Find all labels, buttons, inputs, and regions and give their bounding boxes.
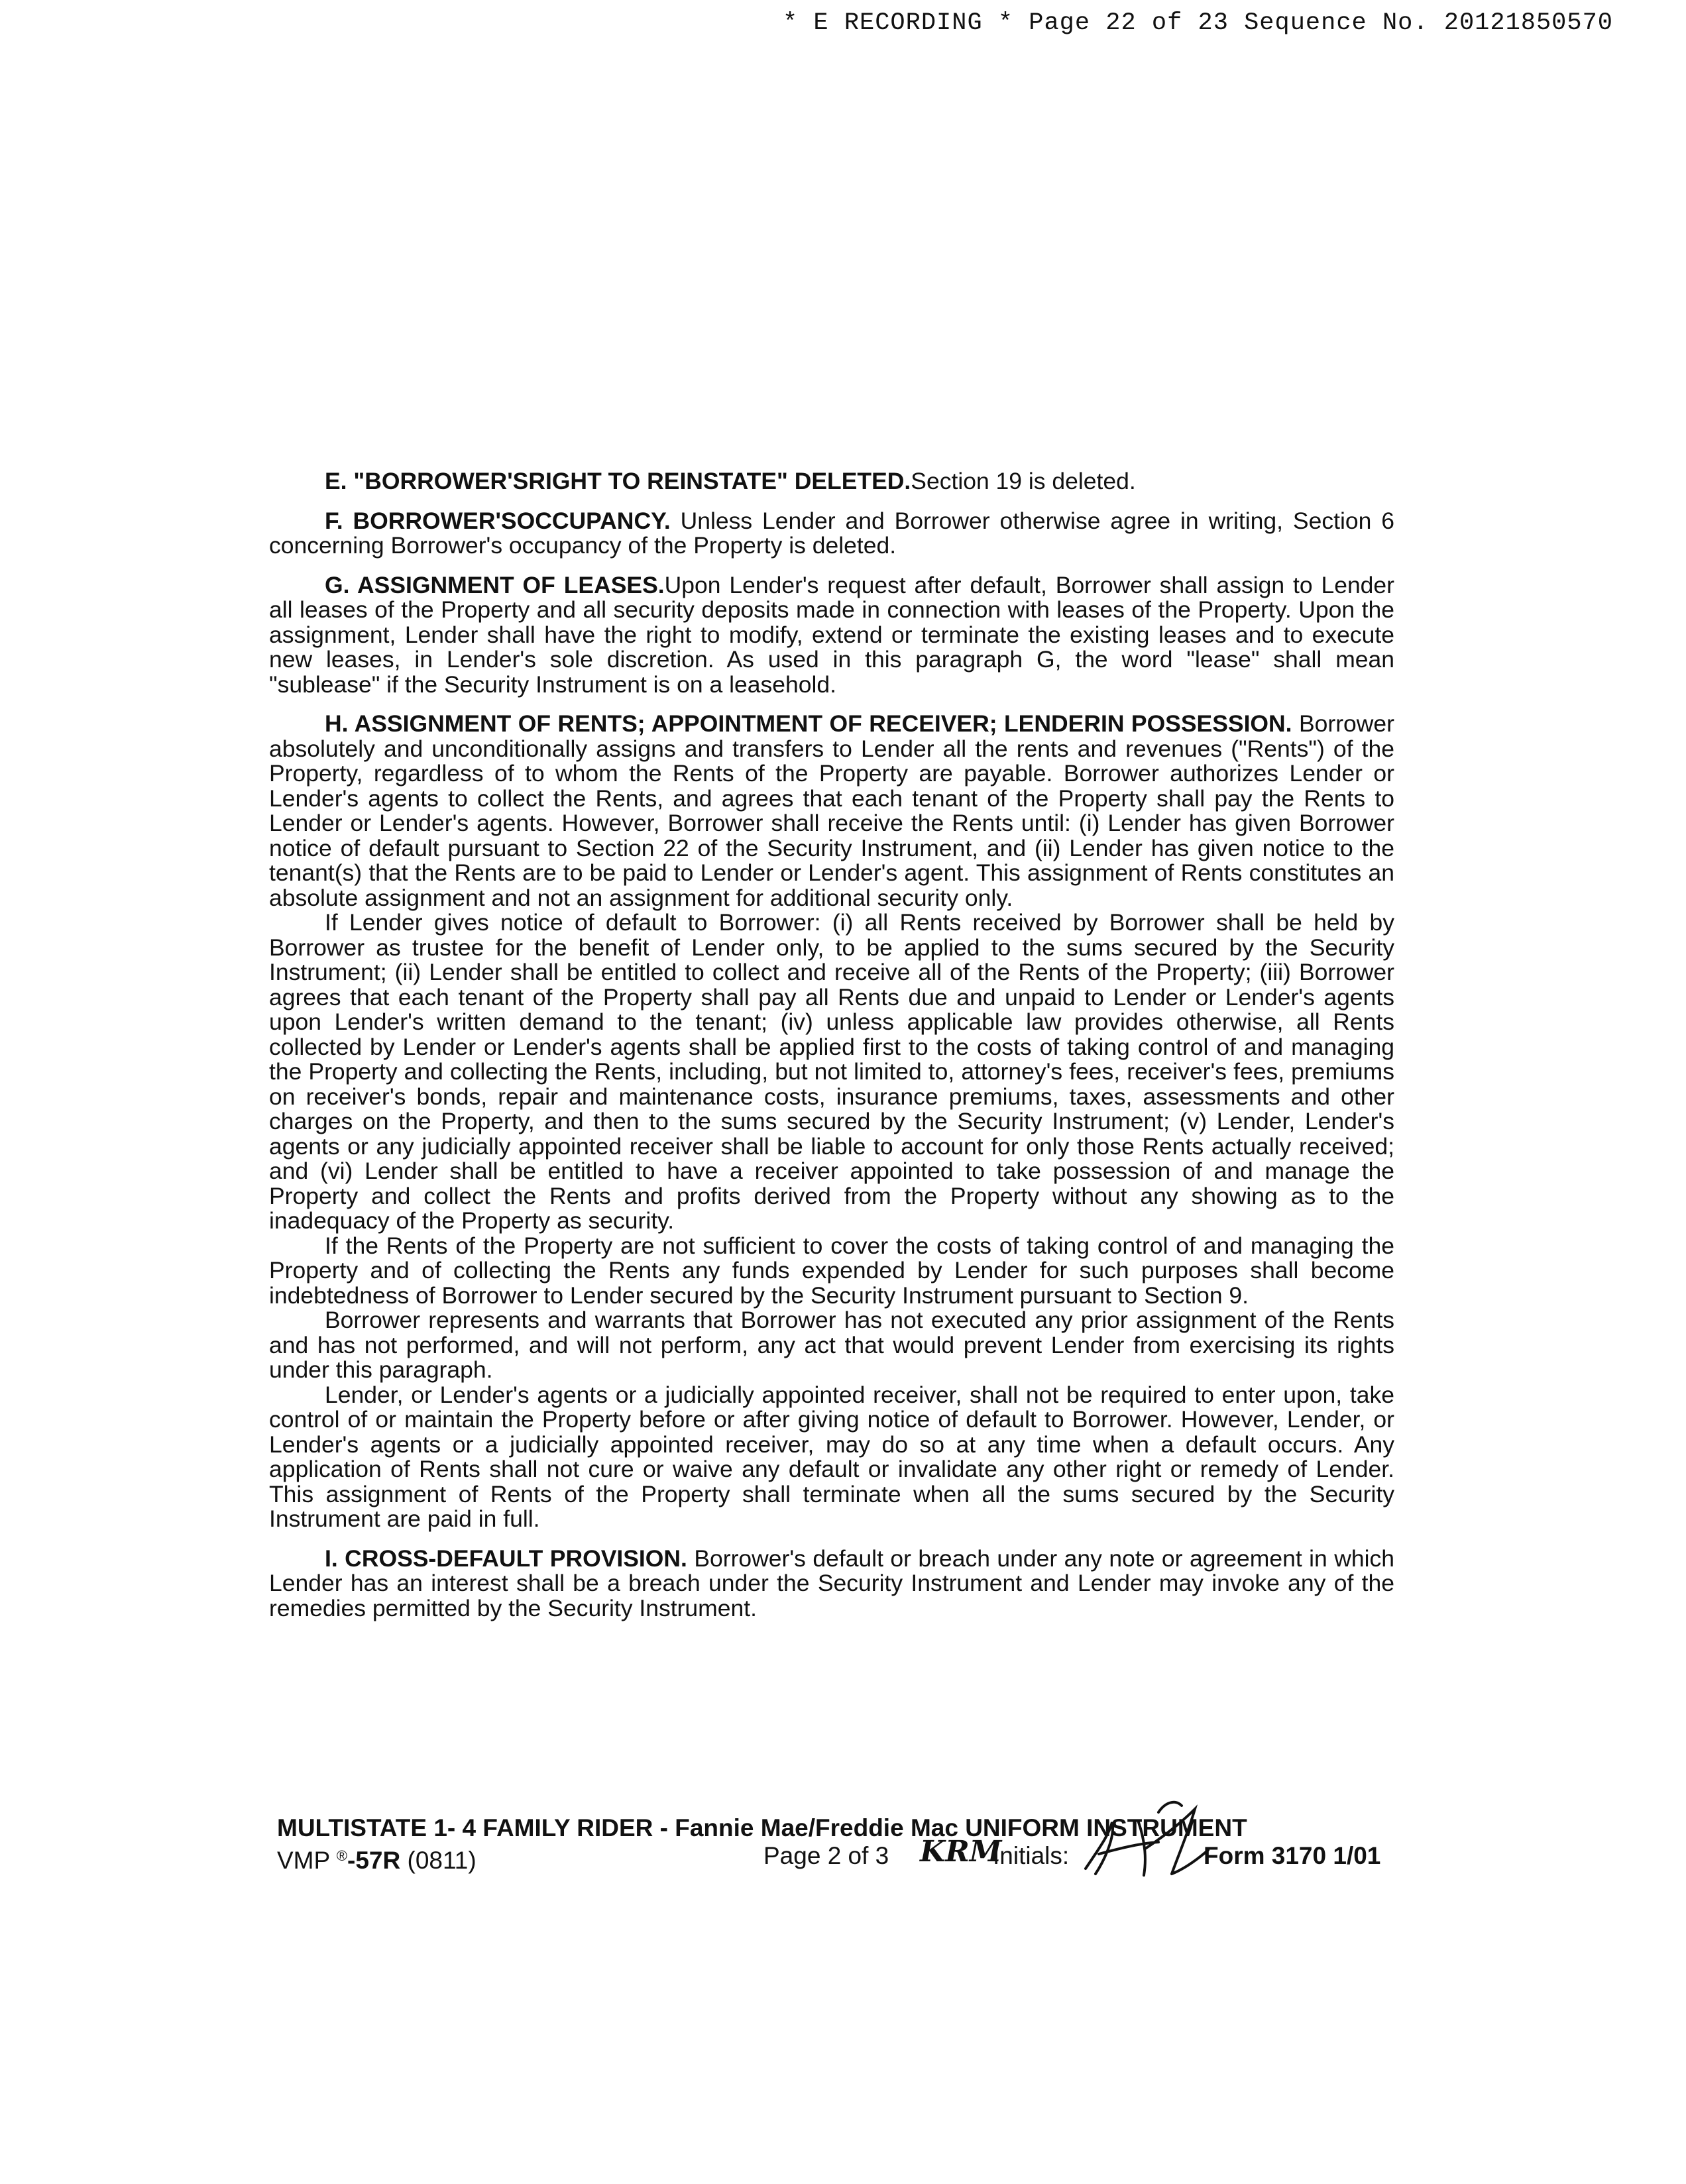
form-title: MULTISTATE 1- 4 FAMILY RIDER - Fannie Mae/Freddie Mac UNIFORM INSTRUMENT — [277, 1814, 1247, 1841]
section-h-paragraph: Lender, or Lender's agents or a judicially appointed receiver, shall not be required to enter upon, take control of or maintain the Property before or after giving notice of default to Borrower. However, Lender, or Lender's agents or a judicially appointed receiver, may do so at any time when a default occurs. Any application of Rents shall not cure or waive any default or invalidate any other right or remedy of Lender. This assignment of Rents of the Property shall terminate when all the sums secured by the Security Instrument are paid in full. — [269, 1381, 1394, 1532]
form-number: Form 3170 1/01 — [1204, 1842, 1381, 1869]
signature-scribble-icon — [1059, 1796, 1225, 1888]
initials-label: Initials: — [993, 1842, 1070, 1869]
section-g-text: Upon Lender's request after default, Borrower shall assign to Lender all leases of the Property and all security deposits made in connection with leases of the Property. Upon the assignment, Lender shall have the right to modify, extend or terminate the existing leases and to execute new leases, in Lender's sole discretion. As used in this paragraph G, the word "lease" shall mean "sublease" if the Security Instrument is on a leasehold. — [269, 571, 1394, 698]
section-h-paragraph: If Lender gives notice of default to Borrower: (i) all Rents received by Borrower shall be held by Borrower as trustee for the benefit of Lender only, to be applied to the sums secured by the Security Instrument; (ii) Lender shall be entitled to collect and receive all of the Rents of the Property; (iii) Borrower agrees that each tenant of the Property shall pay all Rents due and unpaid to Lender or Lender's agents upon Lender's written demand to the tenant; (iv) unless applicable law provides otherwise, all Rents collected by Lender or Lender's agents shall be applied first to the costs of taking control of and managing the Property and collecting the Rents, including, but not limited to, attorney's fees, receiver's fees, premiums on receiver's bonds, repair and maintenance costs, insurance premiums, taxes, assessments and other charges on the Property, and then to the sums secured by the Security Instrument; (v) Lender, Lender's agents or any judicially appointed receiver shall be liable to account for only those Rents actually received; and (vi) Lender shall be entitled to have a receiver appointed to take possession of and manage the Property and collect the Rents and profits derived from the Property without any showing as to the inadequacy of the Property as security. — [269, 909, 1394, 1234]
rider-body — [269, 469, 1394, 1621]
recording-header: * E RECORDING * Page 22 of 23 Sequence No. 20121850570 — [783, 9, 1613, 37]
section-i-text: Borrower's default or breach under any note or agreement in which Lender has an interest shall be a breach under the Security Instrument and Lender may invoke any of the remedies permitted by the Security Instrument. — [269, 1545, 1394, 1621]
section-f-heading: F. BORROWER'SOCCUPANCY. — [325, 507, 671, 534]
section-g — [269, 573, 1394, 698]
vmp-prefix: VMP — [277, 1847, 330, 1874]
section-e-heading: E. "BORROWER'SRIGHT TO REINSTATE" DELETED. — [325, 468, 911, 494]
vmp-number: -57R — [347, 1847, 401, 1874]
vmp-date: (0811) — [400, 1847, 477, 1874]
section-e — [269, 469, 1394, 494]
section-g-heading: G. ASSIGNMENT OF LEASES. — [325, 571, 665, 598]
vmp-code — [277, 1842, 477, 1875]
section-f-text: Unless Lender and Borrower otherwise agree in writing, Section 6 concerning Borrower's occupancy of the Property is deleted. — [269, 507, 1394, 559]
section-i — [269, 1547, 1394, 1621]
section-i-heading: I. CROSS-DEFAULT PROVISION. — [325, 1545, 687, 1572]
footer-details — [277, 1835, 1404, 1874]
section-h-text: Borrower absolutely and unconditionally assigns and transfers to Lender all the rents and revenues ("Rents") of the Property, regardless of to whom the Rents of the Property are payable. Borrower authorizes Lender or Lender's agents to collect the Rents, and agrees that each tenant of the Property shall pay the Rents to Lender or Lender's agents. However, Borrower shall receive the Rents until: (i) Lender has given Borrower notice of default pursuant to Section 22 of the Security Instrument, and (ii) Lender has given notice to the tenant(s) that the Rents are to be paid to Lender or Lender's agent. This assignment of Rents constitutes an absolute assignment and not an assignment for additional security only. — [269, 710, 1394, 911]
handwritten-initials: KRM — [920, 1835, 1002, 1869]
section-e-text: Section 19 is deleted. — [911, 468, 1136, 494]
section-h — [269, 712, 1394, 910]
form-footer — [277, 1814, 1404, 1874]
page-number: Page 2 of 3 — [763, 1842, 889, 1869]
section-h-paragraph: Borrower represents and warrants that Borrower has not executed any prior assignment of the Rents and has not performed, and will not perform, any act that would prevent Lender from exercising its rights under this paragraph. — [269, 1307, 1394, 1383]
section-h-heading: H. ASSIGNMENT OF RENTS; APPOINTMENT OF RECEIVER; LENDERIN POSSESSION. — [325, 710, 1292, 737]
section-f — [269, 509, 1394, 559]
registered-mark: ® — [336, 1847, 348, 1864]
section-h-paragraph: If the Rents of the Property are not sufficient to cover the costs of taking control of and managing the Property and of collecting the Rents any funds expended by Lender for such purposes shall become indebtedness of Borrower to Lender secured by the Security Instrument pursuant to Section 9. — [269, 1232, 1394, 1309]
